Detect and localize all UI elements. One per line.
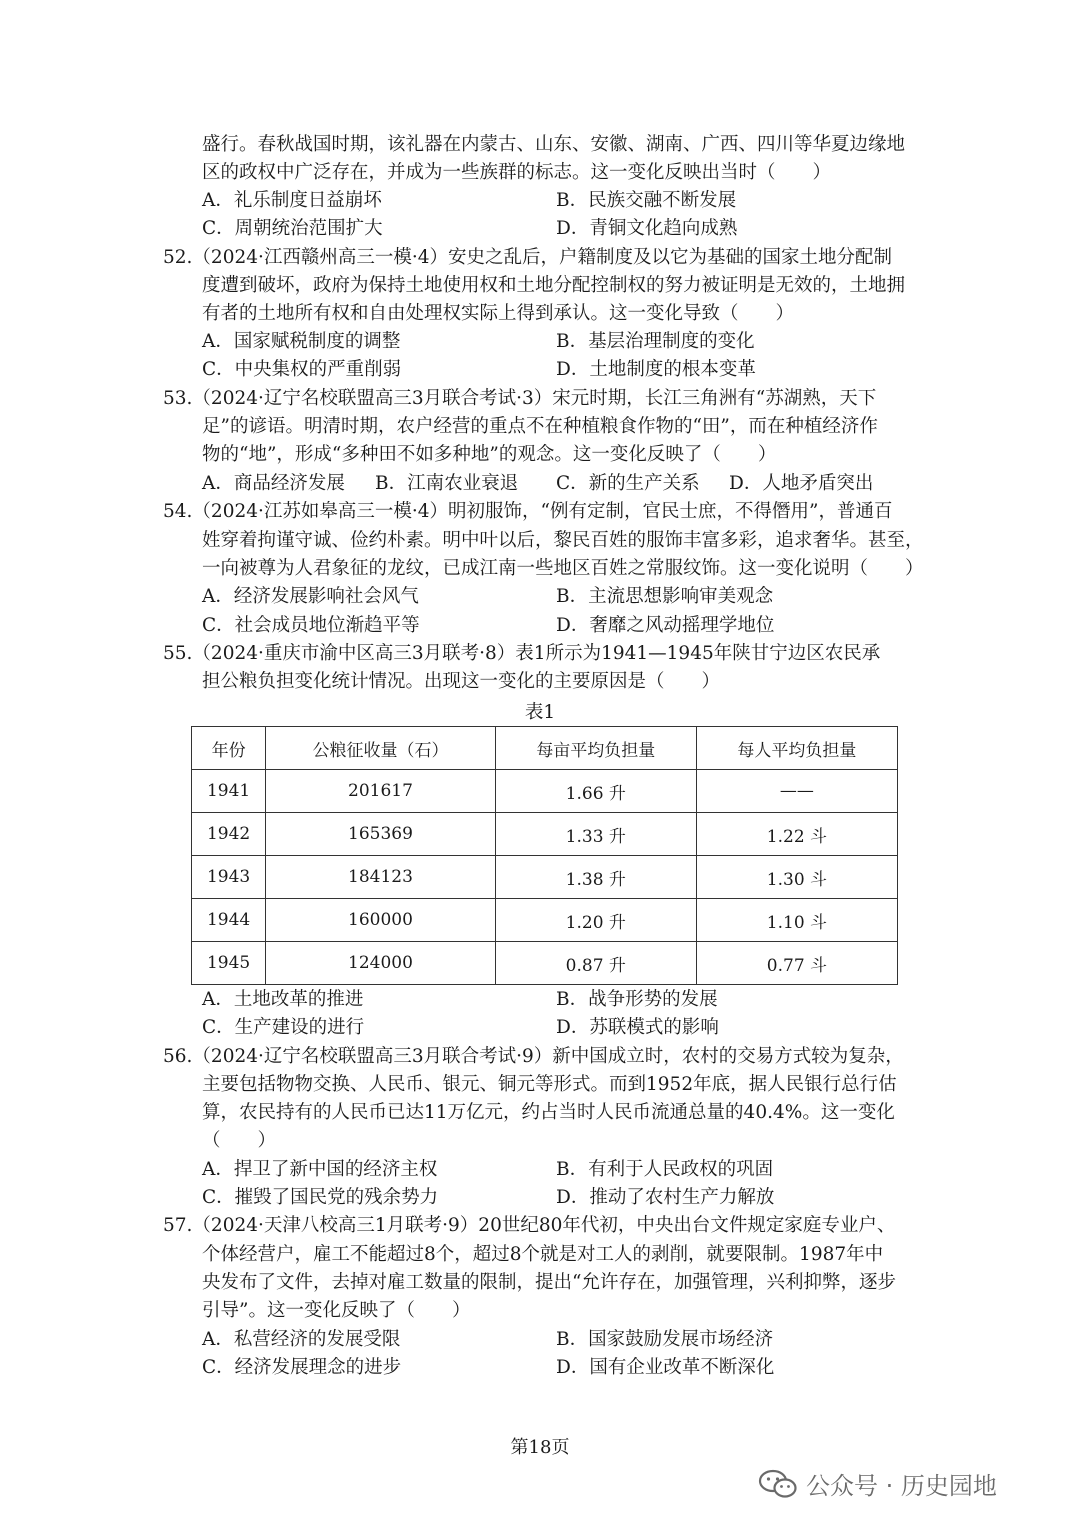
table-cell: —— — [696, 770, 897, 813]
option-d: D．苏联模式的影响 — [556, 1017, 719, 1038]
table-cell: 1943 — [192, 856, 266, 899]
page-number: 第18页 — [510, 1437, 570, 1458]
option-c: C．中央集权的严重削弱 — [202, 359, 402, 380]
table-cell: 1.30 斗 — [696, 856, 897, 899]
question-text: 物的“地”，形成“多种田不如多种地”的观念。这一变化反映了（ ） — [202, 444, 777, 465]
question-text: 姓穿着拘谨守诚、俭约朴素。明中叶以后，黎民百姓的服饰丰富多彩，追求奢华。甚至， — [202, 530, 924, 551]
table-cell: 184123 — [266, 856, 496, 899]
table-cell: 124000 — [266, 942, 496, 985]
option-b: B．民族交融不断发展 — [556, 190, 737, 211]
question-text: 区的政权中广泛存在，并成为一些族群的标志。这一变化反映出当时（ ） — [202, 162, 832, 183]
option-b: B．战争形势的发展 — [556, 989, 718, 1010]
table-cell: 1.38 升 — [495, 856, 696, 899]
table-cell: 1.10 斗 — [696, 899, 897, 942]
table-caption: 表1 — [524, 702, 556, 723]
option-d: D．国有企业改革不断深化 — [556, 1357, 775, 1378]
question-text: 算，农民持有的人民币已达11万亿元，约占当时人民币流通总量的40.4%。这一变化 — [202, 1102, 895, 1123]
table-row — [192, 856, 898, 899]
table-cell: 165369 — [266, 813, 496, 856]
option-a: A．经济发展影响社会风气 — [202, 586, 419, 607]
option-d: D．土地制度的根本变革 — [556, 359, 756, 380]
question-54-stem: 54.（2024·江苏如皋高三一模·4）明初服饰，“例有定制，官民士庶，不得僭用”，普通百 — [163, 501, 893, 522]
option-b: B．国家鼓励发展市场经济 — [556, 1329, 774, 1350]
question-57-stem: 57.（2024·天津八校高三1月联考·9）20世纪80年代初，中央出台文件规定家庭专业户、 — [163, 1215, 896, 1236]
option-c: C．周朝统治范围扩大 — [202, 218, 383, 239]
option-d: D．人地矛盾突出 — [729, 473, 874, 494]
table-row — [192, 899, 898, 942]
table-row — [192, 813, 898, 856]
table-cell: 1.66 升 — [495, 770, 696, 813]
table-cell: 160000 — [266, 899, 496, 942]
table-cell: 1.22 斗 — [696, 813, 897, 856]
watermark-text: 公众号 · 历史园地 — [806, 1472, 997, 1500]
option-c: C．社会成员地位渐趋平等 — [202, 615, 420, 636]
option-c: C．生产建设的进行 — [202, 1017, 365, 1038]
question-55-stem: 55.（2024·重庆市渝中区高三3月联考·8）表1所示为1941—1945年陕甘宁边区农民承 — [163, 643, 881, 664]
option-a: A．商品经济发展 — [202, 473, 345, 494]
option-a: A．私营经济的发展受限 — [202, 1329, 401, 1350]
option-c: C．摧毁了国民党的残余势力 — [202, 1187, 439, 1208]
column-header: 每人平均负担量 — [696, 727, 897, 770]
option-a: A．礼乐制度日益崩坏 — [202, 190, 382, 211]
wechat-icon — [758, 1469, 798, 1499]
question-text: 引导”。这一变化反映了（ ） — [202, 1300, 471, 1321]
option-b: B．基层治理制度的变化 — [556, 331, 755, 352]
table-cell: 1942 — [192, 813, 266, 856]
table-cell: 1941 — [192, 770, 266, 813]
question-text: 个体经营户，雇工不能超过8个，超过8个就是对工人的剥削，就要限制。1987年中 — [202, 1244, 884, 1265]
table-cell: 201617 — [266, 770, 496, 813]
question-text: 盛行。春秋战国时期，该礼器在内蒙古、山东、安徽、湖南、广西、四川等华夏边缘地 — [202, 134, 906, 155]
option-c: C．经济发展理念的进步 — [202, 1357, 402, 1378]
watermark — [758, 1466, 997, 1501]
table-row — [192, 942, 898, 985]
option-a: A．国家赋税制度的调整 — [202, 331, 401, 352]
question-text: 有者的土地所有权和自由处理权实际上得到承认。这一变化导致（ ） — [202, 303, 795, 324]
option-d: D．推动了农村生产力解放 — [556, 1187, 775, 1208]
question-text: 度遭到破坏，政府为保持土地使用权和土地分配控制权的努力被证明是无效的，土地拥 — [202, 275, 906, 296]
question-text: 一向被尊为人君象征的龙纹，已成江南一些地区百姓之常服纹饰。这一变化说明（ ） — [202, 558, 924, 579]
table-row — [192, 770, 898, 813]
question-53-stem: 53.（2024·辽宁名校联盟高三3月联合考试·3）宋元时期，长江三角洲有“苏湖熟，天下 — [163, 388, 877, 409]
table-cell: 1944 — [192, 899, 266, 942]
column-header: 公粮征收量（石） — [266, 727, 496, 770]
table-cell: 1.33 升 — [495, 813, 696, 856]
option-d: D．青铜文化趋向成熟 — [556, 218, 738, 239]
question-56-stem: 56.（2024·辽宁名校联盟高三3月联合考试·9）新中国成立时，农村的交易方式较为复杂， — [163, 1046, 904, 1067]
column-header: 每亩平均负担量 — [495, 727, 696, 770]
option-a: A．捍卫了新中国的经济主权 — [202, 1159, 438, 1180]
table-cell: 0.87 升 — [495, 942, 696, 985]
table-cell: 1945 — [192, 942, 266, 985]
table-header-row — [192, 727, 898, 770]
option-d: D．奢靡之风动摇理学地位 — [556, 615, 775, 636]
question-52-stem: 52.（2024·江西赣州高三一模·4）安史之乱后，户籍制度及以它为基础的国家土地分配制 — [163, 247, 893, 268]
column-header: 年份 — [192, 727, 266, 770]
question-text: 担公粮负担变化统计情况。出现这一变化的主要原因是（ ） — [202, 671, 721, 692]
option-c: C．新的生产关系 — [556, 473, 700, 494]
option-a: A．土地改革的推进 — [202, 989, 364, 1010]
question-text: （ ） — [202, 1130, 277, 1151]
grain-burden-table — [191, 726, 898, 985]
question-text: 足”的谚语。明清时期，农户经营的重点不在种植粮食作物的“田”，而在种植经济作 — [202, 416, 878, 437]
question-text: 央发布了文件，去掉对雇工数量的限制，提出“允许存在，加强管理，兴利抑弊，逐步 — [202, 1272, 896, 1293]
table-cell: 0.77 斗 — [696, 942, 897, 985]
option-b: B．江南农业衰退 — [375, 473, 519, 494]
option-b: B．主流思想影响审美观念 — [556, 586, 774, 607]
question-text: 主要包括物物交换、人民币、银元、铜元等形式。而到1952年底，据人民银行总行估 — [202, 1074, 897, 1095]
option-b: B．有利于人民政权的巩固 — [556, 1159, 774, 1180]
table-cell: 1.20 升 — [495, 899, 696, 942]
